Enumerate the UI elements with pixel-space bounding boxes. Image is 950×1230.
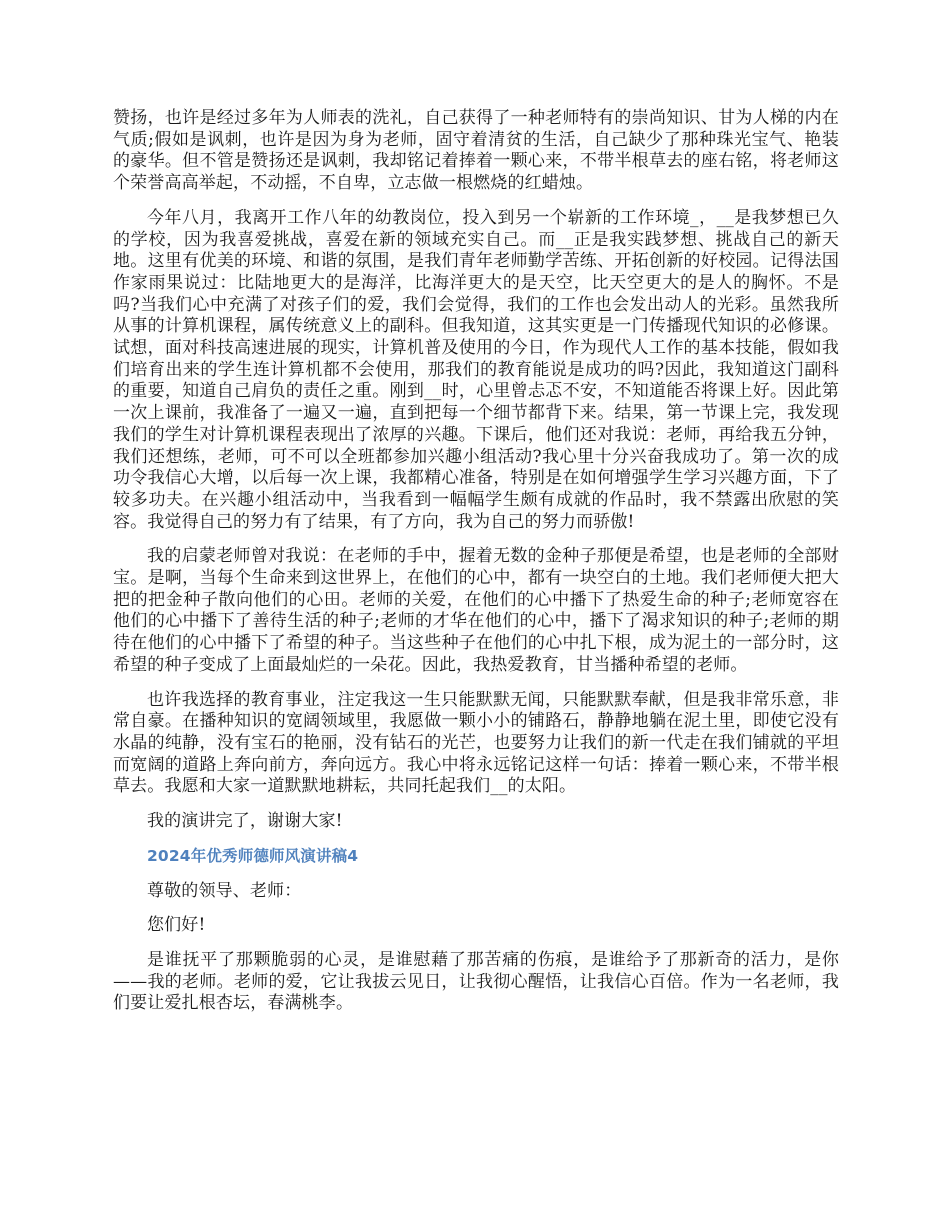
paragraph-golden-seeds: 我的启蒙老师曾对我说：在老师的手中，握着无数的金种子那便是希望，也是老师的全部财宝。是啊，当每个生命来到这世界上，在他们的心中，都有一块空白的土地。我们老师便大把大把的把金种子散向他们的心田。老师的关爱，在他们的心中播下了热爱生命的种子;老师宽容在他们的心中播下了善待生活的种子;老师的才华在他们的心中，播下了渴求知识的种子;老师的期待在他们的心中播下了希望的种子。当这些种子在他们的心中扎下根，成为泥土的一部分时，这希望的种子变成了上面最灿烂的一朵花。因此，我热爱教育，甘当播种希望的老师。: [113, 546, 839, 675]
section-heading: 2024年优秀师德师风演讲稿4: [147, 846, 359, 865]
paragraph-paving-stone: 也许我选择的教育事业，注定我这一生只能默默无闻，只能默默奉献，但是我非常乐意，非常自豪。在播种知识的宽阔领域里，我愿做一颗小小的铺路石，静静地躺在泥土里，即使它没有水晶的纯静，没有宝石的艳丽，没有钻石的光芒，也要努力让我们的新一代走在我们铺就的平坦而宽阔的道路上奔向前方，奔向远方。我心中将永远铭记这样一句话：捧着一颗心来，不带半根草去。我愿和大家一道默默地耕耘，共同托起我们__的太阳。: [113, 689, 839, 797]
salutation: 尊敬的领导、老师：: [147, 880, 302, 901]
document-page: [113, 108, 839, 1028]
closing-line: 我的演讲完了，谢谢大家!: [147, 811, 343, 832]
greeting: 您们好!: [147, 915, 206, 936]
paragraph-who-soothed: 是谁抚平了那颗脆弱的心灵，是谁慰藉了那苦痛的伤痕，是谁给予了那新奇的活力，是你——我的老师。老师的爱，它让我拔云见日，让我彻心醒悟，让我信心百倍。作为一名老师，我们要让爱扎根杏坛，春满桃李。: [113, 949, 839, 1014]
paragraph-continued: 赞扬，也许是经过多年为人师表的洗礼，自己获得了一种老师特有的崇尚知识、甘为人梯的内在气质;假如是讽刺，也许是因为身为老师，固守着清贫的生活，自己缺少了那种珠光宝气、艳装的豪华。但不管是赞扬还是讽刺，我却铭记着捧着一颗心来，不带半根草去的座右铭，将老师这个荣誉高高举起，不动摇，不自卑，立志做一根燃烧的红蜡烛。: [113, 108, 839, 194]
paragraph-new-job: 今年八月，我离开工作八年的幼教岗位，投入到另一个崭新的工作环境_，__是我梦想已久的学校，因为我喜爱挑战，喜爱在新的领域充实自己。而__正是我实践梦想、挑战自己的新天地。这里有优美的环境、和谐的氛围，是我们青年老师勤学苦练、开拓创新的好校园。记得法国作家雨果说过：比陆地更大的是海洋，比海洋更大的是天空，比天空更大的是人的胸怀。不是吗?当我们心中充满了对孩子们的爱，我们会觉得，我们的工作也会发出动人的光彩。虽然我所从事的计算机课程，属传统意义上的副科。但我知道，这其实更是一门传播现代知识的必修课。试想，面对科技高速进展的现实，计算机普及使用的今日，作为现代人工作的基本技能，假如我们培育出来的学生连计算机都不会使用，那我们的教育能说是成功的吗?因此，我知道这门副科的重要，知道自己肩负的责任之重。刚到__时，心里曾忐忑不安，不知道能否将课上好。因此第一次上课前，我准备了一遍又一遍，直到把每一个细节都背下来。结果，第一节课上完，我发现我们的学生对计算机课程表现出了浓厚的兴趣。下课后，他们还对我说：老师，再给我五分钟，我们还想练，老师，可不可以全班都参加兴趣小组活动?我心里十分兴奋我成功了。第一次的成功令我信心大增，以后每一次上课，我都精心准备，特别是在如何增强学生学习兴趣方面，下了较多功夫。在兴趣小组活动中，当我看到一幅幅学生颇有成就的作品时，我不禁露出欣慰的笑容。我觉得自己的努力有了结果，有了方向，我为自己的努力而骄傲!: [113, 207, 839, 532]
